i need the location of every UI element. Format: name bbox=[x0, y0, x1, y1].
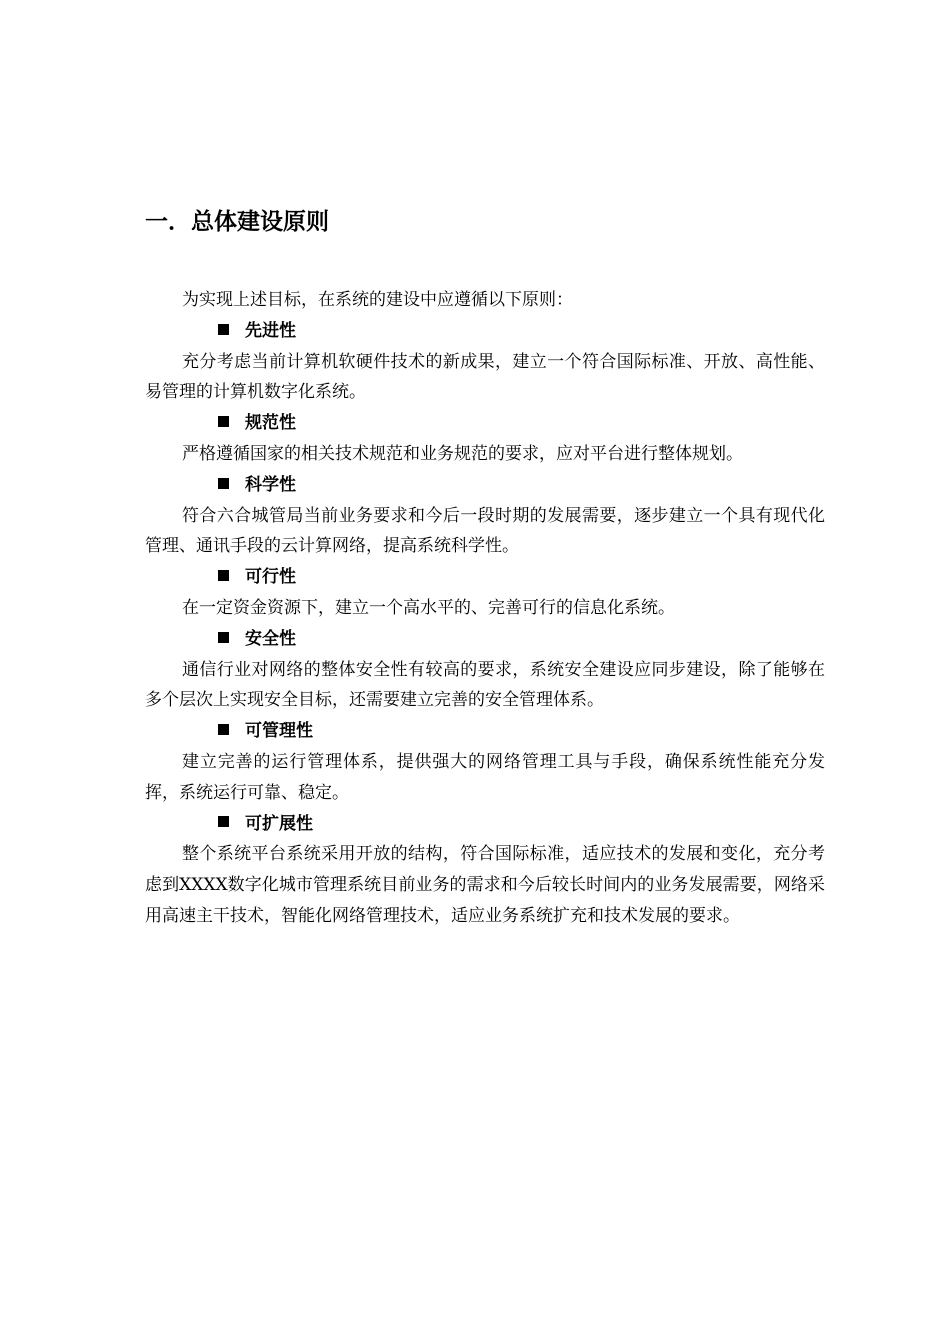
principle-title: 安全性 bbox=[145, 624, 825, 655]
principle-title: 科学性 bbox=[145, 470, 825, 501]
principle-text: 严格遵循国家的相关技术规范和业务规范的要求，应对平台进行整体规划。 bbox=[182, 443, 743, 464]
principle-text: 符合六合城管局当前业务要求和今后一段时期的发展需要，逐步建立一个具有现代化管理、通讯手段的云计算网络，提高系统科学性。 bbox=[145, 505, 825, 557]
principle-title: 可行性 bbox=[145, 562, 825, 593]
principle-text: 整个系统平台系统采用开放的结构，符合国际标准，适应技术的发展和变化，充分考虑到XXXX数字化城市管理系统目前业务的需求和今后较长时间内的业务发展需要，网络采用高速主干技术，智能化网络管理技术，适应业务系统扩充和技术发展的要求。 bbox=[145, 844, 825, 926]
principle-text: 建立完善的运行管理体系，提供强大的网络管理工具与手段，确保系统性能充分发挥，系统运行可靠、稳定。 bbox=[145, 751, 825, 803]
principle-title: 规范性 bbox=[145, 408, 825, 439]
square-bullet-icon bbox=[218, 724, 229, 735]
principle-title: 可扩展性 bbox=[145, 809, 825, 840]
intro-paragraph: 为实现上述目标，在系统的建设中应遵循以下原则： bbox=[182, 290, 573, 310]
principle-text: 通信行业对网络的整体安全性有较高的要求，系统安全建设应同步建设，除了能够在多个层次上实现安全目标，还需要建立完善的安全管理体系。 bbox=[145, 659, 825, 711]
section-body bbox=[145, 285, 825, 932]
principle-title: 可管理性 bbox=[145, 716, 825, 747]
square-bullet-icon bbox=[218, 478, 229, 489]
square-bullet-icon bbox=[218, 816, 229, 827]
square-bullet-icon bbox=[218, 570, 229, 581]
square-bullet-icon bbox=[218, 324, 229, 335]
principle-title: 先进性 bbox=[145, 316, 825, 347]
principle-text: 在一定资金资源下，建立一个高水平的、完善可行的信息化系统。 bbox=[182, 597, 675, 618]
square-bullet-icon bbox=[218, 632, 229, 643]
square-bullet-icon bbox=[218, 416, 229, 427]
principle-text: 充分考虑当前计算机软硬件技术的新成果，建立一个符合国际标准、开放、高性能、易管理的计算机数字化系统。 bbox=[145, 351, 825, 403]
section-heading: 一．总体建设原则 bbox=[145, 209, 329, 235]
